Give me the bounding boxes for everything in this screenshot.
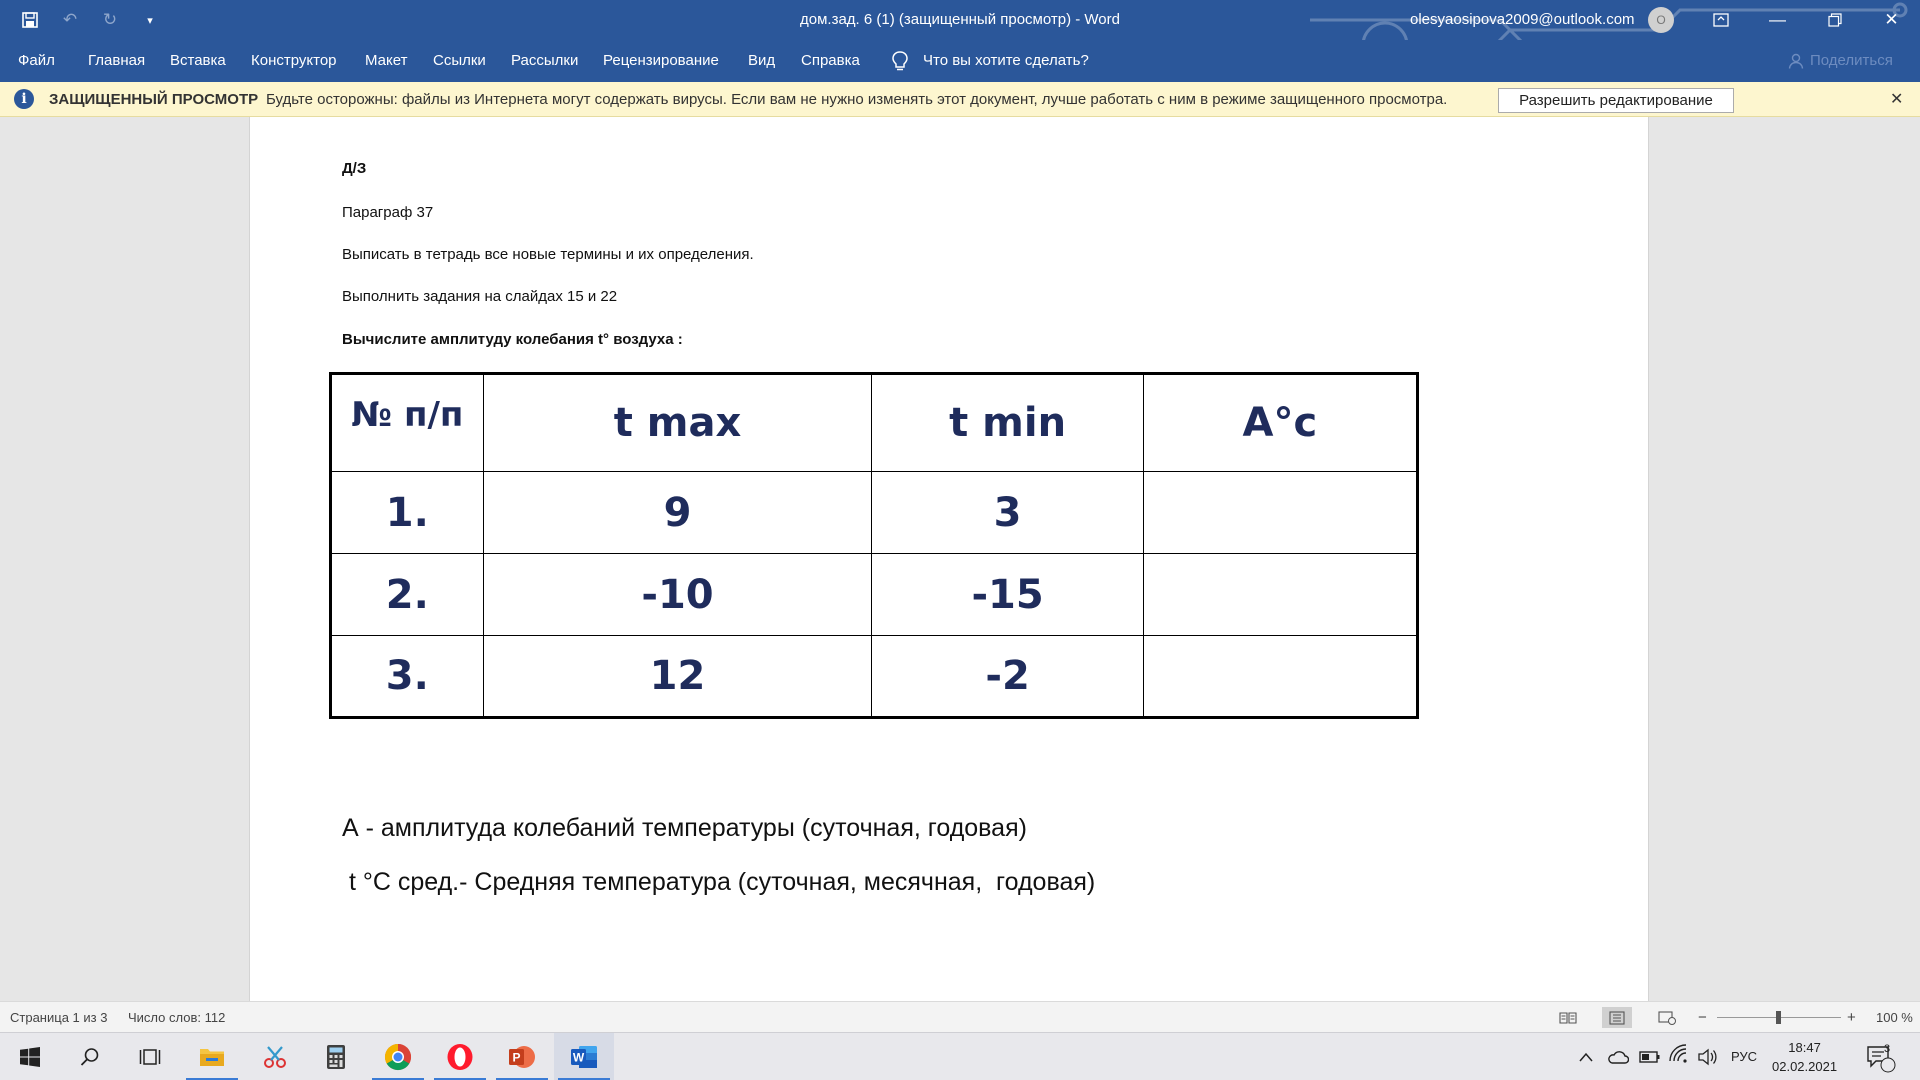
avatar[interactable]: O xyxy=(1648,7,1674,33)
clock-date: 02.02.2021 xyxy=(1772,1059,1838,1074)
share-button[interactable] xyxy=(1788,40,1893,82)
tell-me-search[interactable]: Что вы хотите сделать? xyxy=(923,52,1089,69)
tab-design[interactable]: Конструктор xyxy=(251,52,337,69)
tab-review[interactable]: Рецензирование xyxy=(603,52,719,69)
print-layout-icon[interactable] xyxy=(1602,1007,1632,1028)
page-count[interactable]: Страница 1 из 3 xyxy=(10,1010,108,1025)
table-row xyxy=(331,554,1418,636)
table-cell: -15 xyxy=(872,554,1143,636)
close-icon[interactable]: ✕ xyxy=(1884,10,1899,29)
onedrive-icon[interactable] xyxy=(1607,1033,1629,1080)
protected-view-message: Будьте осторожны: файлы из Интернета могут содержать вирусы. Если вам не нужно изменять этот документ, лучше работать с ним в режиме защищенного просмотра. xyxy=(266,91,1448,108)
tab-insert[interactable]: Вставка xyxy=(170,52,226,69)
ribbon-display-options-icon[interactable] xyxy=(1692,0,1749,40)
document-page[interactable] xyxy=(249,117,1649,1001)
table-header-cell: № п/п xyxy=(331,374,484,472)
table-header-cell: A°c xyxy=(1143,374,1417,472)
protected-view-title: ЗАЩИЩЕННЫЙ ПРОСМОТР xyxy=(49,91,259,108)
table-row xyxy=(331,472,1418,554)
tab-mailings[interactable]: Рассылки xyxy=(511,52,579,69)
quick-access-toolbar xyxy=(18,0,162,40)
table-cell: -10 xyxy=(483,554,872,636)
doc-heading: Д/З xyxy=(342,160,367,177)
doc-paragraph: Параграф 37 xyxy=(342,204,434,221)
word-count[interactable]: Число слов: 112 xyxy=(128,1010,226,1025)
table-cell: 12 xyxy=(483,636,872,718)
table-cell: -2 xyxy=(872,636,1143,718)
tab-file[interactable]: Файл xyxy=(18,52,55,69)
title-bar xyxy=(0,0,1920,40)
word-icon[interactable] xyxy=(554,1033,614,1080)
volume-icon[interactable] xyxy=(1697,1033,1719,1080)
close-bar-icon[interactable]: ✕ xyxy=(1890,91,1904,108)
account-name[interactable]: olesyaosipova2009@outlook.com xyxy=(1410,11,1635,28)
document-title: дом.зад. 6 (1) (защищенный просмотр) - Word xyxy=(800,11,1120,28)
table-cell xyxy=(1143,472,1417,554)
windows-icon xyxy=(20,1047,40,1067)
calculator-icon[interactable] xyxy=(306,1033,366,1080)
doc-task: Вычислите амплитуду колебания t° воздуха : xyxy=(342,331,683,348)
table-cell xyxy=(1143,554,1417,636)
read-mode-icon[interactable] xyxy=(1553,1007,1583,1028)
start-button[interactable] xyxy=(0,1033,60,1080)
temperature-table xyxy=(329,372,1419,719)
task-view-icon[interactable] xyxy=(120,1033,180,1080)
restore-icon[interactable] xyxy=(1806,0,1863,40)
zoom-out-icon[interactable]: − xyxy=(1698,1009,1707,1026)
lightbulb-icon[interactable] xyxy=(889,50,911,72)
share-label: Поделиться xyxy=(1810,52,1893,69)
svg-text:P: P xyxy=(512,1050,521,1065)
table-cell: 1. xyxy=(331,472,484,554)
customize-toolbar-icon[interactable]: ▾ xyxy=(147,14,153,27)
doc-paragraph: Выполнить задания на слайдах 15 и 22 xyxy=(342,288,618,305)
redo-icon[interactable]: ↻ xyxy=(102,10,118,29)
input-language[interactable]: РУС xyxy=(1731,1049,1758,1064)
taskbar xyxy=(0,1032,1920,1080)
zoom-level[interactable]: 100 % xyxy=(1876,1010,1913,1025)
amplitude-definition: А - амплитуда колебаний температуры (суточная, годовая) xyxy=(342,814,1027,842)
enable-editing-button[interactable]: Разрешить редактирование xyxy=(1498,88,1734,113)
table-cell: 9 xyxy=(483,472,872,554)
tab-view[interactable]: Вид xyxy=(748,52,776,69)
window-controls xyxy=(1692,0,1920,40)
table-header-row xyxy=(331,374,1418,472)
battery-icon[interactable] xyxy=(1639,1033,1661,1080)
undo-icon[interactable]: ↶ xyxy=(62,10,78,29)
minimize-icon[interactable]: — xyxy=(1769,10,1786,29)
web-layout-icon[interactable] xyxy=(1652,1007,1682,1028)
clock[interactable] xyxy=(1772,1038,1837,1076)
table-header-cell: t min xyxy=(872,374,1143,472)
tab-references[interactable]: Ссылки xyxy=(433,52,486,69)
show-hidden-icons[interactable] xyxy=(1578,1033,1594,1080)
zoom-in-icon[interactable]: + xyxy=(1847,1009,1856,1026)
tab-layout[interactable]: Макет xyxy=(365,52,408,69)
action-center-icon[interactable] xyxy=(1866,1033,1896,1080)
powerpoint-icon[interactable] xyxy=(492,1033,552,1080)
wifi-icon[interactable] xyxy=(1668,1033,1690,1080)
opera-icon[interactable] xyxy=(430,1033,490,1080)
table-row xyxy=(331,636,1418,718)
clock-time: 18:47 xyxy=(1788,1040,1821,1055)
tab-home[interactable]: Главная xyxy=(88,52,146,69)
notification-count: 3 xyxy=(1884,1043,1891,1055)
table-cell: 3. xyxy=(331,636,484,718)
document-area[interactable] xyxy=(0,117,1920,1001)
chrome-icon[interactable] xyxy=(368,1033,428,1080)
search-icon[interactable] xyxy=(60,1033,120,1080)
svg-text:W: W xyxy=(572,1050,585,1065)
status-bar xyxy=(0,1001,1920,1032)
zoom-slider-thumb[interactable] xyxy=(1776,1011,1781,1024)
table-cell xyxy=(1143,636,1417,718)
table-cell: 2. xyxy=(331,554,484,636)
file-explorer-icon[interactable] xyxy=(182,1033,242,1080)
info-icon: i xyxy=(14,89,34,109)
mean-temperature-definition: t °С сред.- Средняя температура (суточная, месячная, годовая) xyxy=(342,868,1096,896)
snipping-tool-icon[interactable] xyxy=(245,1033,305,1080)
tab-help[interactable]: Справка xyxy=(801,52,860,69)
protected-view-bar xyxy=(0,82,1920,117)
ribbon-tabs xyxy=(0,40,1920,82)
table-header-cell: t max xyxy=(483,374,872,472)
person-icon xyxy=(1788,53,1804,69)
save-icon[interactable] xyxy=(18,8,42,32)
table-cell: 3 xyxy=(872,472,1143,554)
doc-paragraph: Выписать в тетрадь все новые термины и их определения. xyxy=(342,246,754,263)
